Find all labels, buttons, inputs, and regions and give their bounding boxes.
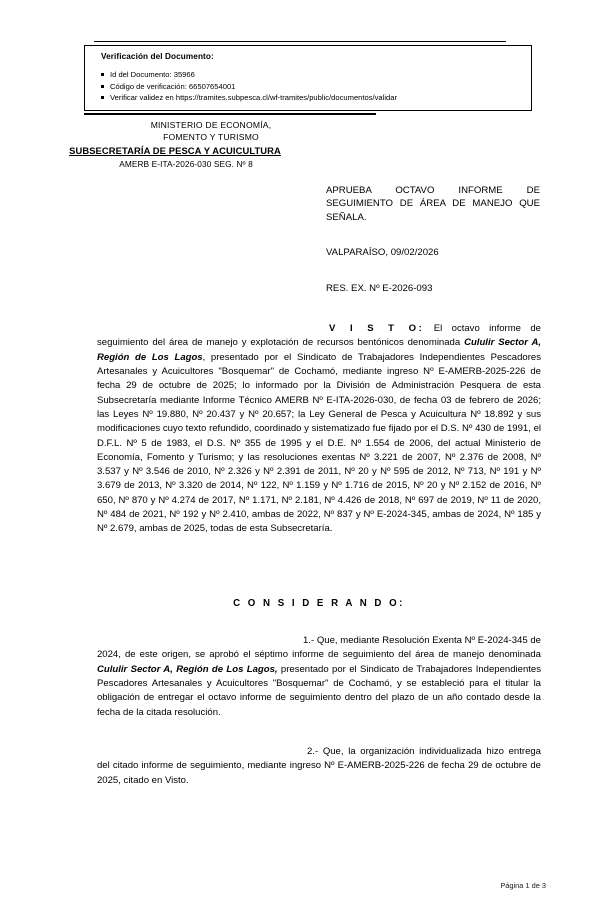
visto-text-2: , presentado por el Sindicato de Trabajadores Independientes Pescadores Artesanales y Acuicultores "Bosquemar" de Cochamó, mediante ingreso Nº E-AMERB-2025-226 de fecha 29 de octubre de 2025; lo informado por la División de Administración Pesquera de esta Subsecretaría mediante Informe Técnico AMERB Nº E-ITA-2026-030, de fecha 03 de febrero de 2026; las Leyes Nº 19.880, Nº 20.437 y Nº 20.657; la Ley General de Pesca y Acuicultura Nº 18.892 y sus modificaciones cuyo texto refundido, coordinado y sistematizado fue fijado por el D.S. Nº 430 de 1991, el D.F.L. Nº 5 de 1983, el D.S. Nº 355 de 1995 y el D.E. Nº 1.554 de 2006, del actual Ministerio de Economía, Fomento y Turismo; y las resoluciones exentas Nº 3.221 de 2007, Nº 2.376 de 2008, Nº 3.537 y Nº 3.546 de 2010, Nº 2.326 y Nº 2.391 de 2011, Nº 20 y Nº 595 de 2012, Nº 713, Nº 191 y Nº 3.679 de 2013, Nº 3.320 de 2014, Nº 122, Nº 1.159 y Nº 1.716 de 2015, Nº 20 y Nº 2.152 de 2016, Nº 650, Nº 870 y Nº 4.274 de 2017, Nº 1.171, Nº 2.181, Nº 4.426 de 2018, Nº 697 de 2019, Nº 11 de 2020, Nº 484 de 2021, Nº 192 y Nº 2.410, ambas de 2022, Nº 837 y Nº E-2024-345, ambas de 2024, Nº 185 y Nº 2.679, ambas de 2025, todas de esta Subsecretaría. (97, 351, 541, 535)
considerando-item-2 (97, 745, 541, 788)
verification-title: Verificación del Documento: (101, 52, 214, 61)
verification-url: Verificar validez en https://tramites.subpesca.cl/wf-tramites/public/documentos/validar (101, 92, 397, 104)
considerando-item-2-text: 2.- Que, la organización individualizada hizo entrega del citado informe de seguimiento, mediante ingreso Nº E-AMERB-2025-226 de fecha 29 de octubre de 2025, citado en Visto. (97, 746, 541, 786)
ministry-line-2: FOMENTO Y TURISMO (163, 131, 259, 142)
ministry-heading (66, 120, 356, 143)
visto-heading: V I S T O: (329, 323, 425, 334)
page-footer: Página 1 de 3 (500, 881, 546, 890)
visto-paragraph (97, 322, 541, 537)
verification-list (101, 69, 397, 104)
verification-code: Código de verificación: 66507654001 (101, 81, 397, 93)
cons1-text-1: 1.- Que, mediante Resolución Exenta Nº E-2024-345 de 2024, de este origen, se aprobó el séptimo informe de seguimiento del área de manejo denominada (97, 635, 541, 661)
verification-doc-id: Id del Documento: 35966 (101, 69, 397, 81)
stamp-top-rule (94, 41, 506, 42)
file-code: AMERB E-ITA-2026-030 SEG. Nº 8 (119, 159, 253, 169)
considerando-heading: C O N S I D E R A N D O: (233, 598, 405, 609)
ministry-line-1: MINISTERIO DE ECONOMÍA, (150, 120, 272, 130)
cons1-text-2: presentado por el Sindicato de Trabajadores Independientes Pescadores Artesanales y Acuicultores "Bosquemar" de Cochamó, y se estableció para el titular la obligación de entregar el octavo informe de seguimiento dentro del plazo de un año contado desde la fecha de la citada resolución. (97, 663, 541, 718)
document-subject: APRUEBA OCTAVO INFORME DE SEGUIMIENTO DE ÁREA DE MANEJO QUE SEÑALA. (326, 185, 540, 223)
visto-area-name: Cululir Sector A, Región de Los Lagos (97, 337, 541, 363)
visto-text-1: El octavo informe de seguimiento del área de manejo y explotación de recursos bentónicos denominada (97, 323, 541, 349)
verification-box (84, 45, 532, 111)
place-and-date: VALPARAÍSO, 09/02/2026 (326, 247, 439, 258)
cons1-area-name: Cululir Sector A, Región de Los Lagos, (97, 663, 278, 675)
stamp-bottom-rule (84, 113, 376, 115)
considerando-item-1-text (97, 634, 541, 720)
visto-section (97, 322, 541, 537)
subsecretaria-heading: SUBSECRETARÍA DE PESCA Y ACUICULTURA (69, 145, 281, 156)
resolution-number: RES. EX. Nº E-2026-093 (326, 283, 433, 294)
considerando-item-1 (97, 634, 541, 720)
